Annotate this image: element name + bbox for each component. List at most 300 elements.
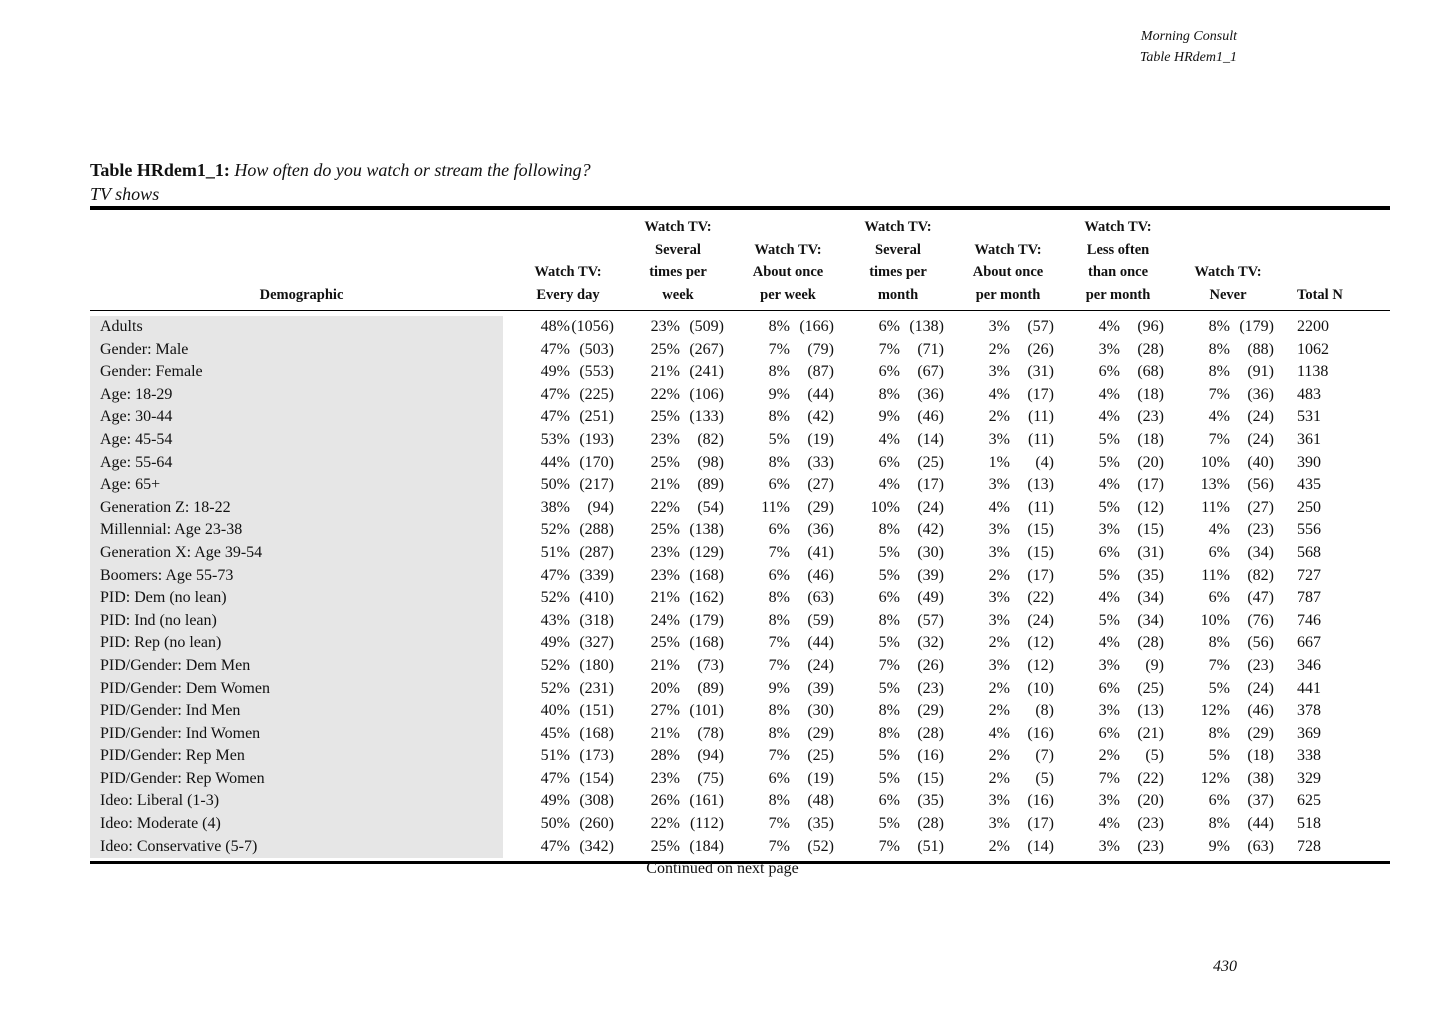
percent-value: 6% <box>768 476 790 494</box>
column-header-line: Watch TV: <box>1084 219 1152 235</box>
count-value: (38) <box>1247 769 1274 787</box>
count-value: (179) <box>689 611 724 629</box>
count-value: (179) <box>1239 318 1274 335</box>
count-value: (173) <box>579 747 614 765</box>
value-cell <box>733 429 843 452</box>
value-cell <box>733 610 843 633</box>
count-value: (342) <box>579 837 614 855</box>
value-cell <box>623 700 733 723</box>
count-value: (49) <box>917 589 944 607</box>
value-cell <box>513 790 623 813</box>
count-value: (225) <box>579 385 614 403</box>
table-row <box>90 519 1390 542</box>
percent-value: 5% <box>1098 611 1120 629</box>
count-value: (26) <box>917 656 944 674</box>
count-value: (35) <box>1137 566 1164 584</box>
row-label-cell <box>90 700 513 723</box>
value-cell <box>623 542 733 565</box>
value-cell <box>953 723 1063 746</box>
value-cell <box>513 813 623 836</box>
count-value: (54) <box>697 498 724 516</box>
value-cell <box>843 519 953 542</box>
row-label: Age: 18-29 <box>90 384 503 407</box>
value-cell <box>843 474 953 497</box>
percent-value: 9% <box>878 408 900 426</box>
percent-value: 3% <box>1098 656 1120 674</box>
value-cell <box>513 452 623 475</box>
value-cell <box>623 497 733 520</box>
count-value: (17) <box>917 476 944 494</box>
value-cell <box>1063 406 1173 429</box>
value-cell <box>513 339 623 362</box>
percent-value: 45% <box>540 724 570 742</box>
value-cell <box>623 429 733 452</box>
value-cell <box>953 632 1063 655</box>
value-cell <box>843 406 953 429</box>
count-value: (327) <box>579 634 614 652</box>
count-value: (1056) <box>571 318 614 335</box>
value-cell <box>1173 406 1283 429</box>
percent-value: 8% <box>768 702 790 720</box>
value-cell <box>733 474 843 497</box>
value-cell <box>733 655 843 678</box>
count-value: (30) <box>917 543 944 561</box>
table-row <box>90 474 1390 497</box>
column-header-2 <box>623 210 733 311</box>
percent-value: 7% <box>1208 385 1230 403</box>
percent-value: 8% <box>768 363 790 381</box>
value-cell <box>953 768 1063 791</box>
value-cell <box>733 565 843 588</box>
count-value: (67) <box>917 363 944 381</box>
value-cell <box>953 361 1063 384</box>
total-n-cell: 625 <box>1297 792 1321 810</box>
count-value: (162) <box>689 589 724 607</box>
count-value: (28) <box>917 724 944 742</box>
percent-value: 5% <box>1098 566 1120 584</box>
count-value: (91) <box>1247 363 1274 381</box>
value-cell <box>953 587 1063 610</box>
value-cell <box>623 339 733 362</box>
column-header-line: Every day <box>536 286 600 303</box>
count-value: (5) <box>1145 747 1164 765</box>
value-cell <box>513 678 623 701</box>
value-cell <box>733 311 843 339</box>
table-row <box>90 610 1390 633</box>
count-value: (13) <box>1027 476 1054 494</box>
percent-value: 6% <box>768 521 790 539</box>
count-value: (193) <box>579 430 614 448</box>
count-value: (51) <box>917 837 944 855</box>
value-cell <box>623 474 733 497</box>
count-value: (14) <box>917 430 944 448</box>
row-label: PID: Rep (no lean) <box>90 632 503 655</box>
percent-value: 7% <box>768 656 790 674</box>
value-cell <box>843 632 953 655</box>
value-cell <box>513 542 623 565</box>
count-value: (15) <box>1137 521 1164 539</box>
value-cell <box>1063 632 1173 655</box>
percent-value: 4% <box>1098 815 1120 833</box>
row-label: Ideo: Liberal (1-3) <box>90 790 503 813</box>
column-header-line: than once <box>1087 264 1149 280</box>
value-cell <box>953 610 1063 633</box>
value-cell <box>733 745 843 768</box>
percent-value: 5% <box>768 430 790 448</box>
value-cell <box>1173 768 1283 791</box>
value-cell <box>843 587 953 610</box>
count-value: (42) <box>917 521 944 539</box>
value-cell <box>1063 565 1173 588</box>
value-cell <box>623 723 733 746</box>
count-value: (23) <box>1137 815 1164 833</box>
percent-value: 10% <box>1200 453 1230 471</box>
count-value: (11) <box>1027 408 1054 426</box>
count-value: (20) <box>1137 453 1164 471</box>
percent-value: 4% <box>1098 385 1120 403</box>
percent-value: 13% <box>1200 476 1230 494</box>
value-cell <box>733 723 843 746</box>
count-value: (133) <box>689 408 724 426</box>
percent-value: 52% <box>540 521 570 539</box>
row-label-cell <box>90 452 513 475</box>
percent-value: 4% <box>988 385 1010 403</box>
value-cell <box>1063 768 1173 791</box>
percent-value: 3% <box>1098 792 1120 810</box>
percent-value: 6% <box>1098 543 1120 561</box>
percent-value: 22% <box>650 385 680 403</box>
percent-value: 6% <box>878 589 900 607</box>
column-header-line: Watch TV: <box>534 264 602 280</box>
value-cell <box>733 339 843 362</box>
row-label: Ideo: Conservative (5-7) <box>90 836 503 859</box>
percent-value: 50% <box>540 815 570 833</box>
value-cell <box>843 700 953 723</box>
count-value: (267) <box>689 340 724 358</box>
count-value: (19) <box>807 430 834 448</box>
value-cell <box>623 745 733 768</box>
percent-value: 2% <box>988 408 1010 426</box>
count-value: (151) <box>579 702 614 720</box>
count-value: (48) <box>807 792 834 810</box>
column-header-7 <box>1173 210 1283 311</box>
column-header-6 <box>1063 210 1173 311</box>
value-cell <box>623 655 733 678</box>
count-value: (12) <box>1027 634 1054 652</box>
count-value: (184) <box>689 837 724 855</box>
value-cell <box>513 519 623 542</box>
header-table-id: Table HRdem1_1 <box>1139 50 1237 65</box>
percent-value: 3% <box>988 476 1010 494</box>
percent-value: 7% <box>768 340 790 358</box>
percent-value: 48% <box>540 318 570 335</box>
value-cell <box>843 384 953 407</box>
table-header-row <box>90 210 1390 311</box>
percent-value: 51% <box>540 543 570 561</box>
row-label-cell <box>90 610 513 633</box>
running-header <box>1140 26 1237 68</box>
count-value: (31) <box>1137 543 1164 561</box>
value-cell <box>1173 700 1283 723</box>
value-cell <box>953 311 1063 339</box>
count-value: (20) <box>1137 792 1164 810</box>
percent-value: 8% <box>1208 634 1230 652</box>
percent-value: 8% <box>768 318 790 335</box>
percent-value: 7% <box>768 543 790 561</box>
count-value: (180) <box>579 656 614 674</box>
row-label: Boomers: Age 55-73 <box>90 565 503 588</box>
table-row <box>90 813 1390 836</box>
total-n-cell: 346 <box>1297 656 1321 674</box>
total-n-cell: 728 <box>1283 836 1390 863</box>
percent-value: 38% <box>540 498 570 516</box>
count-value: (79) <box>807 340 834 358</box>
percent-value: 6% <box>1208 792 1230 810</box>
percent-value: 21% <box>650 589 680 607</box>
value-cell <box>1173 565 1283 588</box>
count-value: (15) <box>917 769 944 787</box>
percent-value: 7% <box>878 656 900 674</box>
table-row <box>90 542 1390 565</box>
total-n-cell: 250 <box>1297 498 1321 516</box>
count-value: (138) <box>689 521 724 539</box>
count-value: (46) <box>807 566 834 584</box>
count-value: (76) <box>1247 611 1274 629</box>
count-value: (73) <box>697 656 724 674</box>
percent-value: 4% <box>988 724 1010 742</box>
percent-value: 2% <box>988 769 1010 787</box>
total-n-cell: 531 <box>1297 408 1321 426</box>
percent-value: 25% <box>650 340 680 358</box>
count-value: (11) <box>1027 498 1054 516</box>
value-cell <box>1173 655 1283 678</box>
percent-value: 3% <box>1098 702 1120 720</box>
count-value: (16) <box>1027 792 1054 810</box>
count-value: (509) <box>689 318 724 335</box>
value-cell <box>1063 745 1173 768</box>
row-label-cell <box>90 836 513 863</box>
row-label-cell <box>90 587 513 610</box>
percent-value: 40% <box>540 702 570 720</box>
count-value: (96) <box>1137 318 1164 335</box>
percent-value: 4% <box>1098 634 1120 652</box>
percent-value: 2% <box>988 679 1010 697</box>
count-value: (78) <box>697 724 724 742</box>
column-header-line: times per <box>869 264 927 280</box>
percent-value: 5% <box>1208 747 1230 765</box>
value-cell <box>843 836 953 863</box>
value-cell <box>953 406 1063 429</box>
value-cell <box>733 587 843 610</box>
percent-value: 8% <box>768 589 790 607</box>
value-cell <box>623 813 733 836</box>
percent-value: 4% <box>1098 408 1120 426</box>
count-value: (30) <box>807 702 834 720</box>
count-value: (154) <box>579 769 614 787</box>
count-value: (318) <box>579 611 614 629</box>
column-header-demographic <box>90 210 513 311</box>
percent-value: 21% <box>650 724 680 742</box>
count-value: (33) <box>807 453 834 471</box>
row-label-cell <box>90 790 513 813</box>
row-label-cell <box>90 723 513 746</box>
percent-value: 22% <box>650 498 680 516</box>
table-row <box>90 745 1390 768</box>
count-value: (339) <box>579 566 614 584</box>
percent-value: 50% <box>540 476 570 494</box>
table-row <box>90 339 1390 362</box>
row-label: Ideo: Moderate (4) <box>90 813 503 836</box>
value-cell <box>1173 429 1283 452</box>
count-value: (17) <box>1027 566 1054 584</box>
count-value: (34) <box>1137 611 1164 629</box>
total-n-cell: 441 <box>1297 679 1321 697</box>
row-label-cell <box>90 632 513 655</box>
count-value: (24) <box>1247 679 1274 697</box>
value-cell <box>1063 587 1173 610</box>
row-label: Adults <box>90 316 503 339</box>
percent-value: 5% <box>878 769 900 787</box>
percent-value: 43% <box>540 611 570 629</box>
value-cell <box>953 497 1063 520</box>
crosstab-table-container <box>90 206 1343 864</box>
value-cell <box>623 311 733 339</box>
percent-value: 4% <box>878 430 900 448</box>
value-cell <box>843 678 953 701</box>
percent-value: 47% <box>540 769 570 787</box>
column-header-line: week <box>662 286 694 303</box>
count-value: (31) <box>1027 363 1054 381</box>
value-cell <box>953 519 1063 542</box>
percent-value: 5% <box>878 543 900 561</box>
percent-value: 10% <box>870 498 900 516</box>
count-value: (4) <box>1035 453 1054 471</box>
count-value: (34) <box>1137 589 1164 607</box>
percent-value: 8% <box>1208 318 1230 335</box>
count-value: (25) <box>807 747 834 765</box>
count-value: (22) <box>1137 769 1164 787</box>
value-cell <box>1173 339 1283 362</box>
row-label: Age: 45-54 <box>90 429 503 452</box>
value-cell <box>733 384 843 407</box>
count-value: (18) <box>1247 747 1274 765</box>
count-value: (101) <box>689 702 724 720</box>
count-value: (10) <box>1027 679 1054 697</box>
percent-value: 21% <box>650 363 680 381</box>
percent-value: 3% <box>1098 837 1120 855</box>
count-value: (22) <box>1027 589 1054 607</box>
value-cell <box>953 655 1063 678</box>
total-n-cell: 329 <box>1297 769 1321 787</box>
value-cell <box>843 565 953 588</box>
count-value: (47) <box>1247 589 1274 607</box>
count-value: (36) <box>1247 385 1274 403</box>
value-cell <box>513 361 623 384</box>
row-label-cell <box>90 339 513 362</box>
percent-value: 3% <box>988 430 1010 448</box>
value-cell <box>1063 497 1173 520</box>
percent-value: 26% <box>650 792 680 810</box>
row-label: Gender: Male <box>90 339 503 362</box>
count-value: (71) <box>917 340 944 358</box>
row-label-cell <box>90 474 513 497</box>
percent-value: 3% <box>988 792 1010 810</box>
count-value: (260) <box>579 815 614 833</box>
percent-value: 7% <box>768 747 790 765</box>
row-label-cell <box>90 311 513 339</box>
count-value: (23) <box>1247 656 1274 674</box>
count-value: (34) <box>1247 543 1274 561</box>
count-value: (5) <box>1035 769 1054 787</box>
value-cell <box>1063 452 1173 475</box>
percent-value: 44% <box>540 453 570 471</box>
percent-value: 6% <box>768 566 790 584</box>
count-value: (88) <box>1247 340 1274 358</box>
count-value: (87) <box>807 363 834 381</box>
total-n-cell: 518 <box>1297 815 1321 833</box>
percent-value: 25% <box>650 453 680 471</box>
value-cell <box>1063 610 1173 633</box>
percent-value: 47% <box>540 837 570 855</box>
percent-value: 24% <box>650 611 680 629</box>
percent-value: 8% <box>878 724 900 742</box>
percent-value: 9% <box>768 385 790 403</box>
percent-value: 22% <box>650 815 680 833</box>
count-value: (170) <box>579 453 614 471</box>
total-n-cell: 1138 <box>1297 363 1329 381</box>
value-cell <box>733 632 843 655</box>
value-cell <box>1063 339 1173 362</box>
value-cell <box>513 384 623 407</box>
percent-value: 25% <box>650 634 680 652</box>
percent-value: 7% <box>768 815 790 833</box>
value-cell <box>1063 655 1173 678</box>
value-cell <box>1173 587 1283 610</box>
row-label: PID/Gender: Ind Men <box>90 700 503 723</box>
count-value: (17) <box>1137 476 1164 494</box>
count-value: (287) <box>579 543 614 561</box>
percent-value: 3% <box>988 318 1010 335</box>
count-value: (52) <box>807 837 834 855</box>
count-value: (29) <box>807 498 834 516</box>
table-row <box>90 655 1390 678</box>
table-subtitle: TV shows <box>90 184 160 204</box>
value-cell <box>1173 519 1283 542</box>
percent-value: 5% <box>1098 498 1120 516</box>
count-value: (27) <box>1247 498 1274 516</box>
count-value: (18) <box>1137 430 1164 448</box>
percent-value: 11% <box>1201 566 1230 584</box>
column-header-line: per month <box>1085 286 1151 303</box>
total-n-cell: 727 <box>1297 566 1321 584</box>
count-value: (57) <box>1027 318 1054 335</box>
table-row <box>90 384 1390 407</box>
count-value: (23) <box>1137 837 1164 855</box>
count-value: (23) <box>1247 521 1274 539</box>
value-cell <box>843 311 953 339</box>
percent-value: 20% <box>650 679 680 697</box>
percent-value: 5% <box>878 815 900 833</box>
value-cell <box>953 813 1063 836</box>
percent-value: 2% <box>988 747 1010 765</box>
value-cell <box>623 632 733 655</box>
percent-value: 3% <box>988 521 1010 539</box>
value-cell <box>843 813 953 836</box>
value-cell <box>513 429 623 452</box>
percent-value: 3% <box>988 589 1010 607</box>
value-cell <box>733 790 843 813</box>
value-cell <box>1173 790 1283 813</box>
